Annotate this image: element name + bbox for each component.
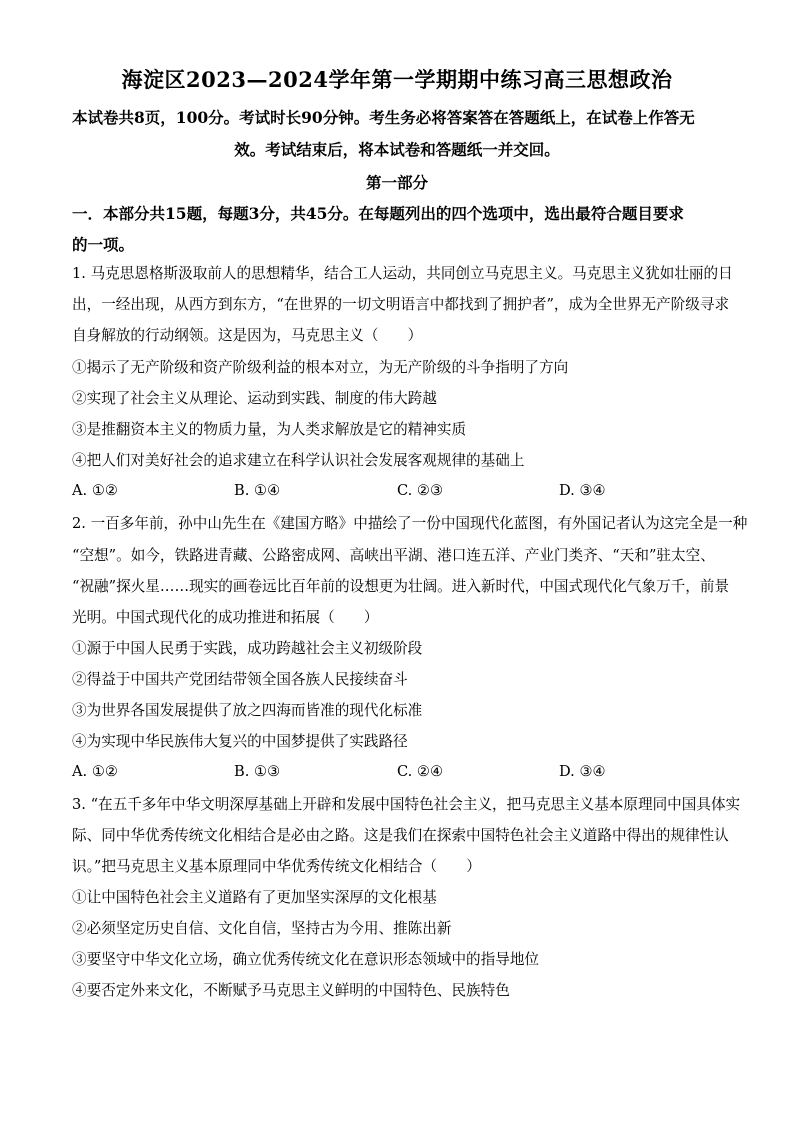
section-heading-line-1: 一．本部分共15题，每题3分，共45分。在每题列出的四个选项中，选出最符合题目要求 bbox=[72, 204, 684, 223]
option-c[interactable]: C. ②③ bbox=[397, 482, 444, 499]
question-2-stem-line: 光明。中国式现代化的成功推进和拓展（ ） bbox=[72, 609, 379, 626]
question-2-stem-line: 2. 一百多年前，孙中山先生在《建国方略》中描绘了一份中国现代化蓝图，有外国记者认为这完全是一种 bbox=[72, 515, 748, 532]
question-1-statement: ④把人们对美好社会的追求建立在科学认识社会发展客观规律的基础上 bbox=[72, 452, 525, 469]
question-1-stem-line: 出，一经出现，从西方到东方，“在世界的一切文明语言中都找到了拥护者”，成为全世界无产阶级寻求 bbox=[72, 296, 730, 313]
option-b[interactable]: B. ①③ bbox=[234, 763, 281, 780]
question-3-stem-line: 际、同中华优秀传统文化相结合是必由之路。这是我们在探索中国特色社会主义道路中得出的规律性认 bbox=[72, 827, 729, 844]
question-2-statement: ②得益于中国共产党团结带领全国各族人民接续奋斗 bbox=[72, 671, 408, 688]
question-3-statement: ④要否定外来文化，不断赋予马克思主义鲜明的中国特色、民族特色 bbox=[72, 982, 510, 999]
question-3-stem-line: 3. “在五千多年中华文明深厚基础上开辟和发展中国特色社会主义，把马克思主义基本原理同中国具体实 bbox=[72, 796, 741, 813]
instructions-line-2: 效。考试结束后，将本试卷和答题纸一并交回。 bbox=[234, 140, 560, 159]
page-title: 海淀区2023—2024学年第一学期期中练习高三思想政治 bbox=[121, 67, 673, 92]
question-2-statement: ④为实现中华民族伟大复兴的中国梦提供了实践路径 bbox=[72, 733, 408, 750]
option-d[interactable]: D. ③④ bbox=[559, 763, 606, 780]
question-3-stem-line: 识。”把马克思主义基本原理同中华优秀传统文化相结合（ ） bbox=[72, 858, 481, 875]
option-b[interactable]: B. ①④ bbox=[234, 482, 281, 499]
option-a[interactable]: A. ①② bbox=[72, 763, 118, 780]
option-a[interactable]: A. ①② bbox=[72, 482, 118, 499]
question-3-statement: ②必须坚定历史自信、文化自信，坚持古为今用、推陈出新 bbox=[72, 920, 452, 937]
option-c[interactable]: C. ②④ bbox=[397, 763, 444, 780]
question-1-statement: ③是推翻资本主义的物质力量，为人类求解放是它的精神实质 bbox=[72, 421, 467, 438]
question-2-statement: ③为世界各国发展提供了放之四海而皆准的现代化标准 bbox=[72, 702, 423, 719]
question-2-stem-line: “祝融”探火星……现实的画卷远比百年前的设想更为壮阔。进入新时代，中国式现代化气象万千，前景 bbox=[72, 578, 730, 595]
question-1-stem-line: 1. 马克思恩格斯汲取前人的思想精华，结合工人运动，共同创立马克思主义。马克思主义犹如壮丽的日 bbox=[72, 265, 733, 282]
question-2-statement: ①源于中国人民勇于实践，成功跨越社会主义初级阶段 bbox=[72, 640, 423, 657]
question-1-options bbox=[72, 482, 732, 502]
question-3-statement: ③要坚守中华文化立场，确立优秀传统文化在意识形态领域中的指导地位 bbox=[72, 951, 540, 968]
question-1-statement: ①揭示了无产阶级和资产阶级利益的根本对立，为无产阶级的斗争指明了方向 bbox=[72, 359, 569, 376]
question-3-statement: ①让中国特色社会主义道路有了更加坚实深厚的文化根基 bbox=[72, 889, 437, 906]
instructions-line-1: 本试卷共8页，100分。考试时长90分钟。考生务必将答案答在答题纸上，在试卷上作答无 bbox=[72, 108, 695, 127]
question-1-statement: ②实现了社会主义从理论、运动到实践、制度的伟大跨越 bbox=[72, 390, 437, 407]
question-2-options bbox=[72, 763, 732, 783]
option-d[interactable]: D. ③④ bbox=[559, 482, 606, 499]
part-title: 第一部分 bbox=[365, 173, 428, 192]
section-heading-line-2: 的一项。 bbox=[72, 235, 135, 254]
question-2-stem-line: “空想”。如今，铁路进青藏、公路密成网、高峡出平湖、港口连五洋、产业门类齐、“天和”驻太空、 bbox=[72, 547, 715, 564]
question-1-stem-line: 自身解放的行动纲领。这是因为，马克思主义（ ） bbox=[72, 327, 423, 344]
